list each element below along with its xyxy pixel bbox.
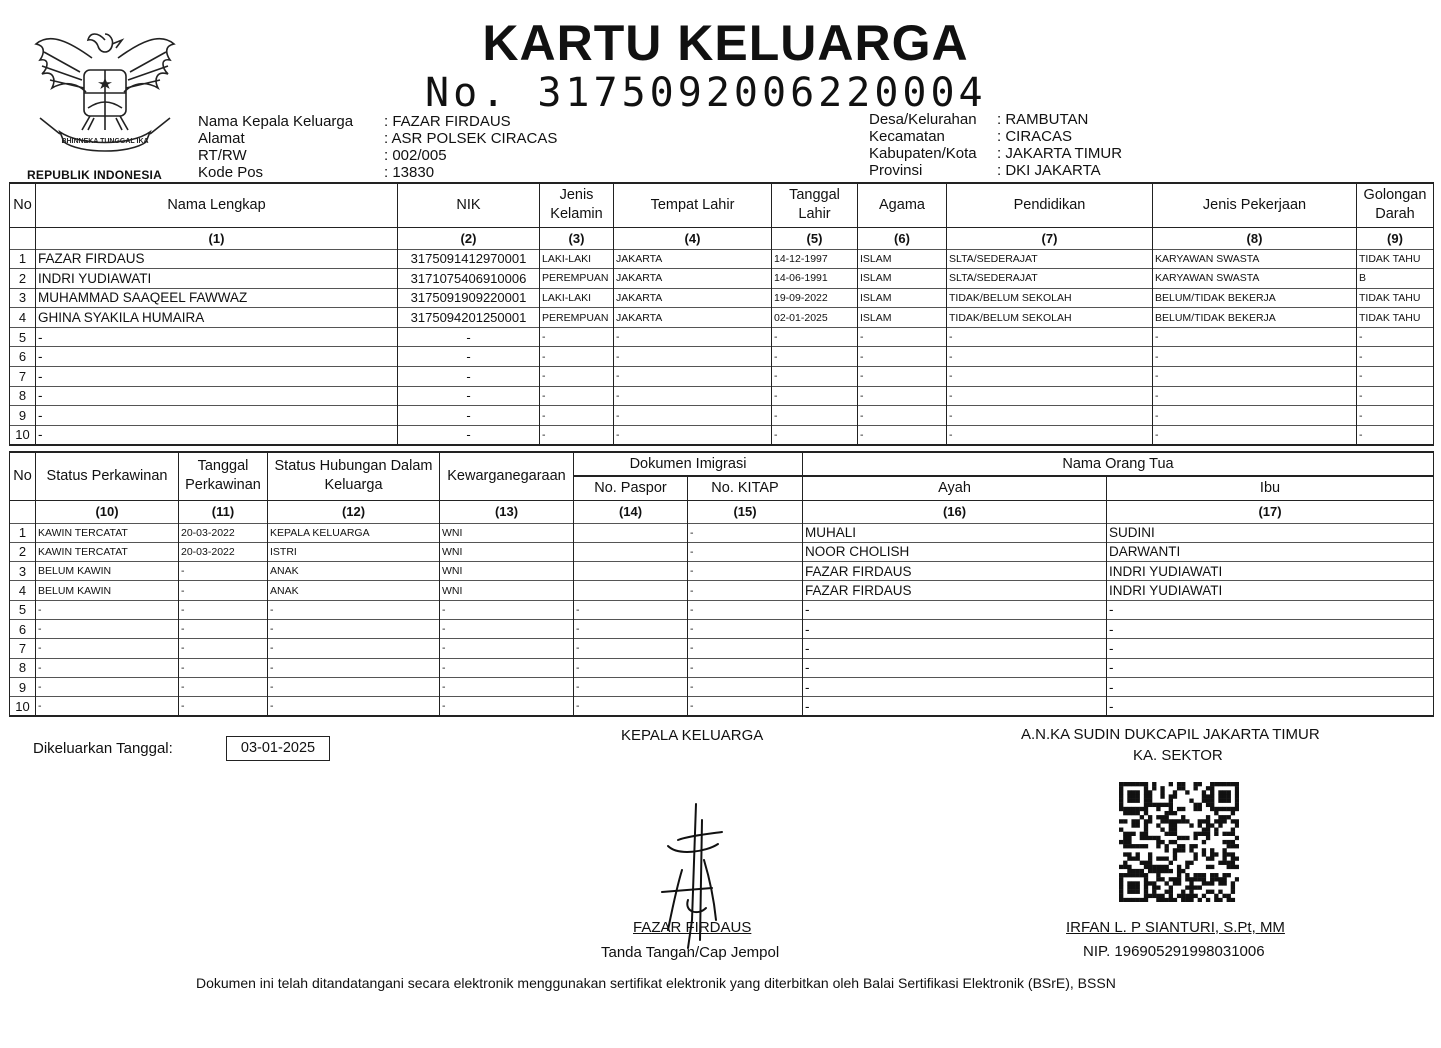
table1-cell: - [772, 327, 858, 347]
table1-cell: - [36, 367, 398, 387]
table2-cell: - [440, 697, 574, 716]
table2-header-cell: Status Perkawinan [36, 452, 179, 500]
table2-row [10, 697, 1434, 716]
table2-cell: - [268, 600, 440, 619]
province-label: Provinsi [869, 162, 923, 179]
table1-cell: ISLAM [858, 288, 947, 308]
table1-cell: JAKARTA [614, 269, 772, 289]
official-title-line-1: A.N.KA SUDIN DUKCAPIL JAKARTA TIMUR [1021, 726, 1320, 743]
table1-cell: BELUM/TIDAK BEKERJA [1153, 288, 1357, 308]
table1-cell: - [36, 386, 398, 406]
rt-rw-value: : 002/005 [384, 147, 447, 164]
table2-cell: - [574, 639, 688, 658]
city-label: Kabupaten/Kota [869, 145, 977, 162]
header-left [198, 113, 557, 181]
table2-header-row [10, 452, 1434, 476]
table1-cell: BELUM/TIDAK BEKERJA [1153, 308, 1357, 328]
table1-cell: 3175094201250001 [398, 308, 540, 328]
family-head-name: FAZAR FIRDAUS [633, 919, 752, 936]
table1-cell: - [1357, 367, 1434, 387]
table1-column-number: (6) [858, 227, 947, 249]
table2-cell: - [1107, 677, 1434, 696]
table1-cell: - [614, 347, 772, 367]
table1-cell: TIDAK TAHU [1357, 308, 1434, 328]
table2-column-number: (10) [36, 500, 179, 523]
table2-header-cell: Ayah [803, 476, 1107, 500]
document-title: KARTU KELUARGA [482, 15, 969, 71]
table1-column-number: (7) [947, 227, 1153, 249]
table1-cell: - [614, 386, 772, 406]
head-name-value: : FAZAR FIRDAUS [384, 113, 511, 130]
table1-cell: 8 [10, 386, 36, 406]
table1-cell: - [772, 406, 858, 426]
table2-cell: 4 [10, 581, 36, 600]
table2-cell: - [440, 677, 574, 696]
table1-header-cell: No [10, 183, 36, 227]
table2-header-cell: Status Hubungan Dalam Keluarga [268, 452, 440, 500]
table1-cell: - [772, 367, 858, 387]
table1-cell: - [858, 386, 947, 406]
table2-cell: - [803, 658, 1107, 677]
official-nip: NIP. 196905291998031006 [1083, 943, 1265, 960]
table1-header-cell: Tempat Lahir [614, 183, 772, 227]
table1-column-number: (1) [36, 227, 398, 249]
table2-cell: 8 [10, 658, 36, 677]
table1-cell: 4 [10, 308, 36, 328]
table2-cell: WNI [440, 523, 574, 542]
table1-cell: PEREMPUAN [540, 269, 614, 289]
table1-cell: - [614, 367, 772, 387]
table1-header-cell: NIK [398, 183, 540, 227]
table2-cell [574, 523, 688, 542]
table2-header-cell: Kewarganegaraan [440, 452, 574, 500]
table2-cell: - [803, 619, 1107, 638]
address-value: : ASR POLSEK CIRACAS [384, 130, 558, 147]
table2-cell: WNI [440, 542, 574, 561]
table2-cell: - [268, 677, 440, 696]
table1-row [10, 386, 1434, 406]
table2-cell: - [1107, 697, 1434, 716]
table2-cell: NOOR CHOLISH [803, 542, 1107, 561]
issued-date-label: Dikeluarkan Tanggal: [33, 740, 173, 757]
table1-row [10, 367, 1434, 387]
table1-cell: 19-09-2022 [772, 288, 858, 308]
table1-header-cell: Agama [858, 183, 947, 227]
table1-cell: - [1153, 347, 1357, 367]
table1-cell: - [858, 327, 947, 347]
electronic-signature-note: Dokumen ini telah ditandatangani secara elektronik menggunakan sertifikat elektronik yang diterbitkan oleh Balai Sertifikasi Elektronik (BSrE), BSSN [196, 975, 1116, 991]
table2-cell: - [803, 639, 1107, 658]
table1-header-cell: Pendidikan [947, 183, 1153, 227]
table2-cell: 3 [10, 562, 36, 581]
table2-cell: - [688, 639, 803, 658]
table2-cell: BELUM KAWIN [36, 581, 179, 600]
issued-date-value: 03-01-2025 [226, 736, 330, 761]
table1-cell: - [36, 406, 398, 426]
table1-cell: ISLAM [858, 269, 947, 289]
table2-cell: 9 [10, 677, 36, 696]
table1-column-number: (4) [614, 227, 772, 249]
table1-cell: - [540, 347, 614, 367]
table1-cell: 6 [10, 347, 36, 367]
table1-cell: 1 [10, 249, 36, 269]
table2-cell: - [440, 639, 574, 658]
city-value: : JAKARTA TIMUR [997, 145, 1123, 162]
table2-header-cell: Nama Orang Tua [803, 452, 1434, 476]
table2-cell: 5 [10, 600, 36, 619]
table1-cell: JAKARTA [614, 249, 772, 269]
table2-cell: - [179, 658, 268, 677]
table2-row [10, 639, 1434, 658]
table1-row [10, 269, 1434, 289]
table2-cell: KEPALA KELUARGA [268, 523, 440, 542]
table2-cell: - [179, 562, 268, 581]
table2-cell: - [440, 658, 574, 677]
table1-cell: - [947, 327, 1153, 347]
table2-cell: - [36, 658, 179, 677]
table1-cell: - [947, 367, 1153, 387]
table2-cell: - [268, 658, 440, 677]
table1-cell: JAKARTA [614, 288, 772, 308]
table2-cell: - [268, 639, 440, 658]
official-name: IRFAN L. P SIANTURI, S.Pt, MM [1066, 919, 1285, 936]
table1-cell: - [540, 367, 614, 387]
table2-cell: - [803, 600, 1107, 619]
table2-cell [574, 542, 688, 561]
table1-column-number: (9) [1357, 227, 1434, 249]
table2-cell: - [803, 697, 1107, 716]
table1-cell: - [947, 347, 1153, 367]
table2-cell: - [36, 639, 179, 658]
table2-cell: FAZAR FIRDAUS [803, 581, 1107, 600]
table2-cell [574, 562, 688, 581]
table2-column-number: (16) [803, 500, 1107, 523]
table2-cell: BELUM KAWIN [36, 562, 179, 581]
emblem-motto: BHINNEKA TUNGGAL IKA [61, 138, 149, 145]
table1-cell: SLTA/SEDERAJAT [947, 249, 1153, 269]
table2-cell: - [36, 619, 179, 638]
table1-cell: INDRI YUDIAWATI [36, 269, 398, 289]
table2-cell: - [179, 639, 268, 658]
table2-header-cell: No [10, 452, 36, 500]
table1-cell: - [1357, 406, 1434, 426]
table1-cell: 14-12-1997 [772, 249, 858, 269]
table1-cell: - [1357, 386, 1434, 406]
table2-cell: - [440, 600, 574, 619]
table1-column-number: (8) [1153, 227, 1357, 249]
table1-header-cell: Jenis Kelamin [540, 183, 614, 227]
table2-column-number: (14) [574, 500, 688, 523]
table2-header-cell: Ibu [1107, 476, 1434, 500]
table1-row [10, 425, 1434, 445]
table1-header-cell: Golongan Darah [1357, 183, 1434, 227]
table1-cell: - [1357, 425, 1434, 445]
table1-cell: - [1357, 347, 1434, 367]
table1-cell: LAKI-LAKI [540, 288, 614, 308]
rt-rw-label: RT/RW [198, 147, 247, 164]
table1-cell: TIDAK/BELUM SEKOLAH [947, 308, 1153, 328]
table2-cell: - [574, 619, 688, 638]
table2-column-number: (12) [268, 500, 440, 523]
table2-cell: - [268, 697, 440, 716]
table1-cell: 14-06-1991 [772, 269, 858, 289]
table2-cell: - [1107, 600, 1434, 619]
table2-cell: 20-03-2022 [179, 542, 268, 561]
table1-cell: - [947, 386, 1153, 406]
table1-cell: - [540, 327, 614, 347]
table2-cell: - [803, 677, 1107, 696]
table1-row [10, 249, 1434, 269]
table1-cell: MUHAMMAD SAAQEEL FAWWAZ [36, 288, 398, 308]
table1-cell: - [1153, 367, 1357, 387]
table2-cell: - [1107, 658, 1434, 677]
table1-cell: 2 [10, 269, 36, 289]
signature-caption: Tanda Tangan/Cap Jempol [601, 944, 780, 961]
table1-header-row [10, 183, 1434, 227]
table2-cell: - [688, 619, 803, 638]
table1-cell: - [614, 406, 772, 426]
table1-header-cell: Jenis Pekerjaan [1153, 183, 1357, 227]
table1-cell: FAZAR FIRDAUS [36, 249, 398, 269]
table2-cell: 20-03-2022 [179, 523, 268, 542]
table2-cell: INDRI YUDIAWATI [1107, 562, 1434, 581]
table2-cell: - [179, 697, 268, 716]
table2-cell: - [688, 677, 803, 696]
table2-column-number-row [10, 500, 1434, 523]
table2-row [10, 619, 1434, 638]
table1-cell: - [1153, 386, 1357, 406]
table1-cell: - [540, 425, 614, 445]
table1-cell: - [772, 347, 858, 367]
table1-row [10, 406, 1434, 426]
table1-header-cell: Nama Lengkap [36, 183, 398, 227]
table2-cell: - [688, 523, 803, 542]
province-value: : DKI JAKARTA [997, 162, 1101, 179]
table1-column-number-row [10, 227, 1434, 249]
table2-column-number [10, 500, 36, 523]
address-label: Alamat [198, 130, 245, 147]
table2-cell: - [574, 658, 688, 677]
table1-cell: - [398, 425, 540, 445]
table1-cell: - [36, 327, 398, 347]
table2-cell: MUHALI [803, 523, 1107, 542]
table1-cell: 3 [10, 288, 36, 308]
table2-cell: - [688, 562, 803, 581]
table2-cell: - [179, 619, 268, 638]
table1-cell: - [1153, 327, 1357, 347]
table2-cell: - [574, 600, 688, 619]
table1-cell: - [36, 347, 398, 367]
table1-cell: - [540, 386, 614, 406]
table2-row [10, 562, 1434, 581]
table2-cell: ANAK [268, 581, 440, 600]
table1-cell: 9 [10, 406, 36, 426]
table2-cell: KAWIN TERCATAT [36, 542, 179, 561]
table2-cell: FAZAR FIRDAUS [803, 562, 1107, 581]
table1-cell: - [858, 425, 947, 445]
table1-cell: - [772, 425, 858, 445]
table1-cell: 3175091909220001 [398, 288, 540, 308]
table2-row [10, 542, 1434, 561]
table1-cell: JAKARTA [614, 308, 772, 328]
table1-row [10, 327, 1434, 347]
table2-cell: WNI [440, 581, 574, 600]
table2-cell: ANAK [268, 562, 440, 581]
table2-cell: - [688, 542, 803, 561]
table2-column-number: (13) [440, 500, 574, 523]
table2-cell: - [1107, 619, 1434, 638]
postal-code-value: : 13830 [384, 164, 435, 181]
table1-cell: ISLAM [858, 308, 947, 328]
table1-cell: KARYAWAN SWASTA [1153, 269, 1357, 289]
table2-cell: - [574, 677, 688, 696]
table2-cell: - [688, 581, 803, 600]
table2-cell: - [688, 697, 803, 716]
table2-cell: 2 [10, 542, 36, 561]
table1-cell: - [398, 386, 540, 406]
table1-cell: GHINA SYAKILA HUMAIRA [36, 308, 398, 328]
table1-cell: - [858, 347, 947, 367]
table2-header-cell: No. Paspor [574, 476, 688, 500]
district-value: : CIRACAS [997, 128, 1073, 145]
qr-code-icon [1119, 782, 1239, 902]
village-label: Desa/Kelurahan [869, 111, 977, 128]
table2-header-cell: Dokumen Imigrasi [574, 452, 803, 476]
table1-cell: LAKI-LAKI [540, 249, 614, 269]
table1-header-cell: Tanggal Lahir [772, 183, 858, 227]
table2-cell: - [36, 677, 179, 696]
table2-column-number: (17) [1107, 500, 1434, 523]
table2-cell: - [1107, 639, 1434, 658]
table1-cell: TIDAK/BELUM SEKOLAH [947, 288, 1153, 308]
table2-cell: 1 [10, 523, 36, 542]
table2-cell: 10 [10, 697, 36, 716]
table2-cell: WNI [440, 562, 574, 581]
family-members-table [9, 182, 1434, 446]
district-label: Kecamatan [869, 128, 945, 145]
table2-cell: - [688, 658, 803, 677]
table2-cell: KAWIN TERCATAT [36, 523, 179, 542]
table2-cell: - [36, 697, 179, 716]
table1-cell: - [947, 425, 1153, 445]
table2-cell: INDRI YUDIAWATI [1107, 581, 1434, 600]
table2-cell: - [179, 581, 268, 600]
table1-column-number: (5) [772, 227, 858, 249]
official-title-line-2: KA. SEKTOR [1133, 747, 1223, 764]
table1-cell: 7 [10, 367, 36, 387]
table1-cell: PEREMPUAN [540, 308, 614, 328]
table2-cell: - [179, 600, 268, 619]
table2-cell: DARWANTI [1107, 542, 1434, 561]
table1-cell: B [1357, 269, 1434, 289]
table1-cell: - [398, 367, 540, 387]
postal-code-label: Kode Pos [198, 164, 264, 181]
table1-cell: - [858, 367, 947, 387]
table2-cell: - [179, 677, 268, 696]
table1-cell: - [398, 347, 540, 367]
table1-cell: 3171075406910006 [398, 269, 540, 289]
village-value: : RAMBUTAN [997, 111, 1089, 128]
table1-cell: 10 [10, 425, 36, 445]
table1-cell: - [398, 327, 540, 347]
table2-cell [574, 581, 688, 600]
table2-row [10, 600, 1434, 619]
table2-cell: - [268, 619, 440, 638]
table2-cell: SUDINI [1107, 523, 1434, 542]
table2-cell: ISTRI [268, 542, 440, 561]
table1-column-number: (2) [398, 227, 540, 249]
table1-column-number: (3) [540, 227, 614, 249]
table1-row [10, 308, 1434, 328]
head-name-label: Nama Kepala Keluarga [198, 113, 354, 130]
table2-row [10, 581, 1434, 600]
table2-cell: - [440, 619, 574, 638]
table1-cell: 5 [10, 327, 36, 347]
table1-cell: - [540, 406, 614, 426]
table1-column-number [10, 227, 36, 249]
table1-cell: - [947, 406, 1153, 426]
table1-row [10, 347, 1434, 367]
table2-row [10, 677, 1434, 696]
table2-row [10, 523, 1434, 542]
table2-cell: - [36, 600, 179, 619]
emblem-caption: REPUBLIK INDONESIA [27, 168, 162, 182]
table1-cell: - [1153, 425, 1357, 445]
table1-cell: - [858, 406, 947, 426]
table2-row [10, 658, 1434, 677]
table1-cell: 02-01-2025 [772, 308, 858, 328]
table2-cell: 6 [10, 619, 36, 638]
table1-cell: - [1153, 406, 1357, 426]
table1-cell: TIDAK TAHU [1357, 288, 1434, 308]
table2-cell: - [574, 697, 688, 716]
table1-cell: 3175091412970001 [398, 249, 540, 269]
family-status-table [9, 451, 1434, 717]
header-right [869, 111, 1122, 179]
table2-cell: - [688, 600, 803, 619]
table2-cell: 7 [10, 639, 36, 658]
table1-cell: KARYAWAN SWASTA [1153, 249, 1357, 269]
table1-row [10, 288, 1434, 308]
table2-column-number: (11) [179, 500, 268, 523]
family-head-title: KEPALA KELUARGA [621, 727, 764, 744]
table2-header-cell: No. KITAP [688, 476, 803, 500]
table1-cell: ISLAM [858, 249, 947, 269]
table2-header-cell: Tanggal Perkawinan [179, 452, 268, 500]
table1-cell: - [36, 425, 398, 445]
table1-cell: TIDAK TAHU [1357, 249, 1434, 269]
table2-column-number: (15) [688, 500, 803, 523]
document-number: No. 3175092006220004 [425, 70, 987, 116]
table1-cell: - [1357, 327, 1434, 347]
table1-cell: - [614, 425, 772, 445]
table1-cell: - [398, 406, 540, 426]
table1-cell: - [614, 327, 772, 347]
table1-cell: - [772, 386, 858, 406]
table1-cell: SLTA/SEDERAJAT [947, 269, 1153, 289]
